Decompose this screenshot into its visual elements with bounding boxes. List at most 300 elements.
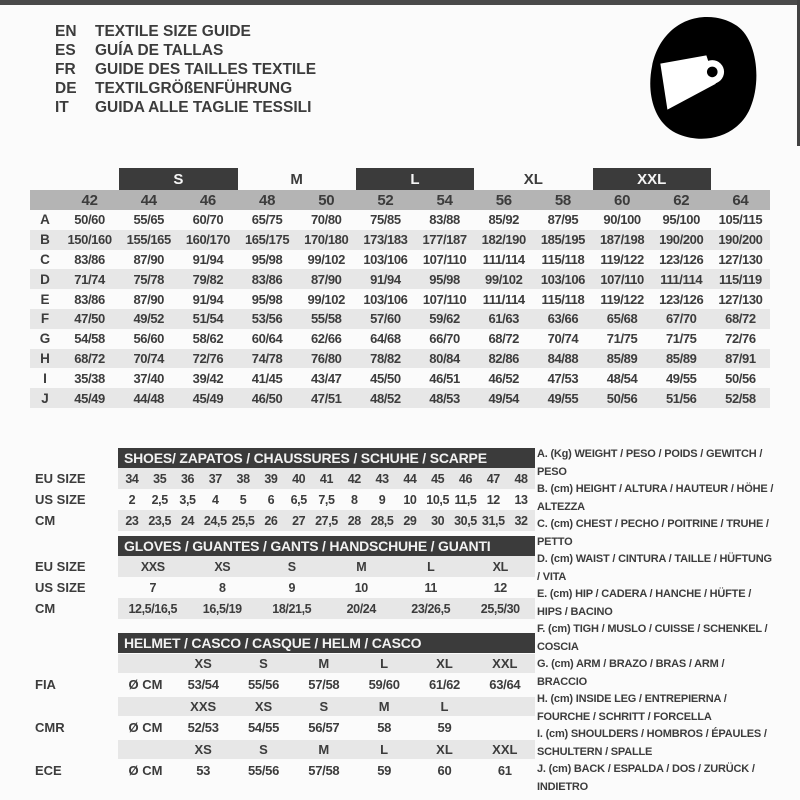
measure-value: 56/60: [133, 331, 165, 347]
size-value: XS: [214, 559, 231, 574]
helmet-value: 55/56: [247, 763, 280, 778]
row-letter: A: [40, 212, 50, 228]
measure-value: 103/106: [363, 251, 408, 267]
measure-value: 68/72: [74, 350, 105, 366]
size-value: L: [427, 559, 435, 574]
size-value: 12: [493, 580, 507, 595]
measure-value: 187/198: [599, 232, 645, 248]
size-value: 6,5: [290, 492, 307, 507]
measure-value: 45/49: [192, 390, 224, 406]
standard-label: ECE: [35, 763, 62, 778]
measure-value: 48/54: [606, 370, 638, 386]
size-value: 9: [378, 492, 386, 507]
measure-row-e: [30, 289, 770, 309]
size-column-header: 46: [199, 191, 216, 209]
size-value: 35: [153, 471, 167, 486]
size-value: 3,5: [179, 492, 196, 507]
size-number-row: [30, 190, 770, 210]
measure-value: 47/53: [547, 370, 579, 386]
size-value: 18/21,5: [272, 601, 312, 616]
size-value: S: [287, 559, 296, 574]
helmet-value: 55/56: [247, 677, 280, 692]
size-value: 45: [431, 471, 445, 486]
measure-value: 115/118: [541, 291, 585, 307]
size-value: 12,5/16,5: [128, 601, 178, 616]
helmet-size-header: XXL: [492, 742, 518, 757]
gloves-values: [118, 577, 535, 598]
size-group-xl: XL: [523, 170, 543, 188]
measure-value: 190/200: [718, 232, 763, 248]
measure-value: 123/126: [659, 291, 704, 307]
language-code: IT: [55, 99, 69, 116]
legend-item: I. (cm) SHOULDERS / HOMBROS / ÉPAULES / SCHULTERN / SPALLE: [537, 728, 767, 758]
size-group-xxl: XXL: [593, 168, 711, 190]
measure-row-a: [30, 210, 770, 230]
measure-value: 78/82: [370, 350, 401, 366]
diameter-unit: Ø CM: [128, 677, 163, 692]
size-value: 10,5: [426, 492, 450, 507]
measure-row-g: [30, 329, 770, 349]
measure-value: 61/63: [488, 311, 520, 327]
measure-value: 48/53: [429, 390, 460, 406]
helmet-value: 60: [437, 763, 452, 778]
measure-value: 160/170: [185, 232, 231, 248]
size-value: 20/24: [346, 601, 376, 616]
measure-value: 68/72: [488, 331, 520, 347]
legend-item: E. (cm) HIP / CADERA / HANCHE / HÜFTE / HIPS / BACINO: [537, 588, 752, 618]
measure-value: 46/50: [251, 390, 283, 406]
measure-value: 35/38: [74, 370, 105, 386]
measure-row-j: [30, 388, 770, 408]
helmet-size-header: L: [380, 742, 389, 757]
legend-item: G. (cm) ARM / BRAZO / BRAS / ARM / BRACCIO: [537, 658, 725, 688]
gloves-size-table: [35, 536, 535, 619]
size-group-m: M: [290, 170, 303, 188]
measure-value: 91/94: [192, 291, 224, 307]
guide-title-en: TEXTILE SIZE GUIDE: [95, 23, 251, 40]
size-value: 10: [403, 492, 417, 507]
measure-row-b: [30, 230, 770, 250]
helmet-value: 63/64: [489, 677, 521, 692]
size-value: 8: [350, 492, 358, 507]
legend-item: H. (cm) INSIDE LEG / ENTREPIERNA / FOURCHE / SCHRITT / FORCELLA: [537, 693, 727, 723]
gloves-row: [35, 598, 535, 619]
measure-value: 119/122: [600, 251, 644, 267]
measure-value: 47/51: [310, 390, 342, 406]
language-row-en: [55, 22, 316, 41]
measure-value: 59/62: [429, 311, 460, 327]
helmet-value: 61: [497, 763, 512, 778]
size-column-header: 48: [259, 191, 276, 209]
size-value: 25,5: [231, 513, 255, 528]
helmet-value: 54/55: [247, 720, 280, 735]
row-letter: I: [43, 370, 47, 386]
helmet-value-row-cmr: [35, 716, 535, 739]
measure-value: 155/165: [126, 232, 171, 248]
shoes-row: [35, 468, 535, 489]
measure-value: 95/98: [251, 251, 283, 267]
full-face-helmet-icon: [645, 16, 763, 142]
measure-value: 123/126: [659, 251, 704, 267]
measure-value: 173/183: [363, 232, 408, 248]
measure-value: 63/66: [547, 311, 579, 327]
measure-value: 45/50: [370, 370, 401, 386]
helmet-size-header: XS: [254, 699, 273, 714]
measure-value: 91/94: [192, 251, 224, 267]
helmet-sizes-row-ece: [118, 740, 535, 759]
size-column-header: 54: [436, 191, 453, 209]
measure-value: 87/90: [133, 291, 165, 307]
measure-value: 103/106: [363, 291, 408, 307]
language-code: DE: [55, 80, 77, 97]
helmet-value: 59: [437, 720, 452, 735]
language-row-fr: [55, 60, 316, 79]
measure-value: 51/54: [192, 311, 224, 327]
size-column-header: 60: [614, 191, 631, 209]
guide-title-de: TEXTILGRÖßENFÜHRUNG: [95, 80, 293, 97]
size-value: 28: [347, 513, 361, 528]
size-value: 25,5/30: [480, 601, 520, 616]
measure-value: 83/86: [251, 271, 283, 287]
measure-value: 107/110: [422, 291, 467, 307]
helmet-value: 59/60: [368, 677, 400, 692]
measure-value: 85/89: [665, 350, 697, 366]
measure-value: 99/102: [485, 271, 523, 287]
measure-value: 74/78: [251, 350, 283, 366]
measure-value: 68/72: [725, 311, 756, 327]
helmet-size-header: XS: [194, 742, 212, 757]
size-column-header: 62: [673, 191, 690, 209]
size-value: 39: [264, 471, 278, 486]
size-group-l: L: [356, 168, 474, 190]
standard-label: FIA: [35, 677, 56, 692]
language-row-it: [55, 98, 316, 117]
measure-value: 76/80: [310, 350, 342, 366]
size-value: 9: [288, 580, 296, 595]
helmet-value: 57/58: [308, 677, 340, 692]
size-value: XL: [492, 559, 508, 574]
measure-value: 53/56: [251, 311, 283, 327]
row-letter: H: [40, 350, 50, 366]
measure-value: 49/55: [665, 370, 697, 386]
diameter-unit: Ø CM: [128, 720, 163, 735]
measure-value: 103/106: [540, 271, 586, 287]
measure-value: 70/74: [547, 331, 579, 347]
helmet-value: 59: [377, 763, 392, 778]
measure-value: 95/100: [662, 212, 700, 228]
measure-value: 58/62: [192, 331, 224, 347]
measure-value: 177/187: [422, 232, 467, 248]
measure-value: 107/110: [600, 271, 644, 287]
helmet-title: HELMET / CASCO / CASQUE / HELM / CASCO: [118, 633, 535, 653]
row-label: CM: [35, 601, 56, 616]
measure-value: 119/122: [600, 291, 644, 307]
measure-value: 71/74: [74, 271, 105, 287]
helmet-size-header: XXL: [492, 656, 518, 671]
measure-value: 85/92: [488, 212, 520, 228]
size-value: 7: [149, 580, 157, 595]
measure-value: 150/160: [67, 232, 112, 248]
legend-item: A. (Kg) WEIGHT / PESO / POIDS / GEWITCH / PESO: [537, 448, 763, 478]
size-value: 36: [180, 471, 195, 486]
measure-value: 49/52: [133, 311, 165, 327]
guide-title-es: GUÍA DE TALLAS: [95, 42, 224, 59]
measure-value: 39/42: [192, 370, 224, 386]
size-value: 40: [292, 471, 306, 486]
gloves-title: GLOVES / GUANTES / GANTS / HANDSCHUHE / GUANTI: [118, 536, 535, 556]
measure-value: 54/58: [74, 331, 105, 347]
size-column-header: 50: [318, 191, 335, 209]
row-letter: C: [40, 251, 50, 267]
size-value: 16,5/19: [202, 601, 242, 616]
helmet-size-header: XL: [436, 742, 453, 757]
measure-value: 165/175: [244, 232, 290, 248]
shoes-values: [118, 510, 535, 531]
measure-value: 111/114: [660, 271, 703, 287]
size-value: 41: [319, 471, 334, 486]
guide-title-it: GUIDA ALLE TAGLIE TESSILI: [95, 99, 312, 116]
measure-value: 111/114: [482, 291, 525, 307]
measure-value: 83/88: [429, 212, 460, 228]
shoes-row: [35, 489, 535, 510]
measure-value: 95/98: [251, 291, 283, 307]
helmet-value: 58: [377, 720, 392, 735]
size-value: 26: [264, 513, 278, 528]
size-value: 23: [125, 513, 139, 528]
size-value: M: [356, 559, 367, 574]
size-value: 23/26,5: [411, 601, 451, 616]
measure-value: 55/65: [133, 212, 165, 228]
measure-value: 190/200: [659, 232, 704, 248]
measure-row-i: [30, 368, 770, 388]
size-value: 46: [458, 471, 473, 486]
helmet-value-row-fia: [35, 673, 535, 696]
helmet-size-header: M: [378, 699, 390, 714]
legend-item: D. (cm) WAIST / CINTURA / TAILLE / HÜFTUNG / VITA: [537, 553, 772, 583]
size-value: 28,5: [370, 513, 394, 528]
row-label: US SIZE: [35, 580, 86, 595]
size-value: 27,5: [315, 513, 338, 528]
shoes-values: [118, 468, 535, 489]
helmet-value: 53: [196, 763, 211, 778]
measure-value: 105/115: [718, 212, 763, 228]
measure-value: 99/102: [307, 251, 345, 267]
size-value: 13: [514, 492, 528, 507]
legend-item: F. (cm) TIGH / MUSLO / CUISSE / SCHENKEL / COSCIA: [537, 623, 768, 653]
measure-value: 84/88: [547, 350, 579, 366]
helmet-size-header: M: [318, 742, 330, 757]
helmet-size-header: L: [380, 656, 389, 671]
helmet-size-header: M: [318, 656, 330, 671]
size-value: 29: [403, 513, 417, 528]
gloves-values: [118, 598, 535, 619]
size-value: 24,5: [203, 513, 227, 528]
measure-value: 75/78: [133, 271, 165, 287]
helmet-sizes-row-cmr: [118, 697, 535, 716]
measure-value: 46/51: [429, 370, 460, 386]
measurement-legend: [537, 446, 777, 796]
size-value: 37: [208, 471, 222, 486]
measure-value: 87/90: [310, 271, 342, 287]
size-value: 6: [267, 492, 275, 507]
row-letter: G: [39, 331, 51, 347]
language-title-block: [55, 22, 316, 117]
standard-label: CMR: [35, 720, 65, 735]
measure-value: 49/55: [547, 390, 579, 406]
measure-value: 70/74: [133, 350, 165, 366]
helmet-sizes-row-fia: [118, 654, 535, 673]
guide-title-fr: GUIDE DES TAILLES TEXTILE: [95, 61, 317, 78]
measure-value: 170/180: [304, 232, 349, 248]
row-letter: J: [41, 390, 49, 406]
measure-value: 50/56: [606, 390, 638, 406]
size-value: 11,5: [454, 492, 477, 507]
helmet-value: 53/54: [187, 677, 219, 692]
measure-value: 87/90: [133, 251, 165, 267]
measure-value: 50/56: [725, 370, 756, 386]
size-value: 30: [431, 513, 445, 528]
measure-value: 71/75: [665, 331, 697, 347]
size-group-s: S: [119, 168, 237, 190]
size-column-header: 44: [140, 191, 157, 209]
language-row-de: [55, 79, 316, 98]
diameter-unit: Ø CM: [128, 763, 163, 778]
helmet-value: 61/62: [428, 677, 460, 692]
measure-value: 107/110: [422, 251, 467, 267]
helmet-value: 57/58: [308, 763, 340, 778]
legend-item: J. (cm) BACK / ESPALDA / DOS / ZURÜCK / INDIETRO: [537, 763, 755, 793]
measure-value: 83/86: [74, 251, 105, 267]
measure-row-c: [30, 250, 770, 270]
measure-row-f: [30, 309, 770, 329]
size-value: 30,5: [454, 513, 477, 528]
measure-value: 55/58: [310, 311, 342, 327]
language-code: ES: [55, 42, 76, 59]
size-value: XXS: [140, 559, 165, 574]
measure-value: 72/76: [725, 331, 756, 347]
measure-value: 45/49: [74, 390, 105, 406]
size-value: 7,5: [318, 492, 335, 507]
helmet-size-header: S: [319, 699, 329, 714]
measure-value: 48/52: [370, 390, 401, 406]
measure-value: 66/70: [429, 331, 460, 347]
measure-value: 75/85: [370, 212, 401, 228]
row-label: EU SIZE: [35, 471, 86, 486]
helmet-value: 52/53: [187, 720, 219, 735]
size-value: 11: [424, 580, 437, 595]
helmet-value-row-ece: [35, 759, 535, 782]
measure-value: 90/100: [603, 212, 641, 228]
gloves-row: [35, 556, 535, 577]
measure-value: 70/80: [310, 212, 342, 228]
size-value: 2: [128, 492, 136, 507]
top-border-line: [0, 0, 800, 5]
size-value: 2,5: [151, 492, 168, 507]
size-column-header: 52: [377, 191, 394, 209]
shoes-title: SHOES/ ZAPATOS / CHAUSSURES / SCHUHE / SCARPE: [118, 448, 535, 468]
measure-value: 111/114: [482, 251, 525, 267]
measure-value: 65/75: [251, 212, 283, 228]
language-code: EN: [55, 23, 77, 40]
size-value: 48: [514, 471, 528, 486]
size-group-row: [30, 168, 770, 190]
measure-value: 99/102: [307, 291, 345, 307]
legend-item: C. (cm) CHEST / PECHO / POITRINE / TRUHE / PETTO: [537, 518, 769, 548]
measure-value: 60/70: [192, 212, 224, 228]
helmet-size-table: [35, 633, 535, 782]
shoes-size-table: [35, 448, 535, 531]
measure-value: 80/84: [429, 350, 460, 366]
size-column-header: 42: [81, 191, 98, 209]
measure-value: 115/119: [719, 271, 762, 287]
measure-value: 62/66: [310, 331, 342, 347]
legend-item: B. (cm) HEIGHT / ALTURA / HAUTEUR / HÖHE / ALTEZZA: [537, 483, 774, 513]
helmet-size-header: XS: [194, 656, 212, 671]
gloves-row: [35, 577, 535, 598]
helmet-size-header: S: [259, 656, 268, 671]
helmet-size-header: XXS: [190, 699, 217, 714]
measure-row-d: [30, 269, 770, 289]
row-label: CM: [35, 513, 56, 528]
measure-value: 83/86: [74, 291, 105, 307]
shoes-values: [118, 489, 535, 510]
helmet-size-header: L: [440, 699, 449, 714]
size-column-header: 56: [495, 191, 512, 209]
measure-value: 127/130: [718, 291, 763, 307]
language-row-es: [55, 41, 316, 60]
row-letter: B: [40, 232, 50, 248]
size-value: 12: [486, 492, 500, 507]
measure-value: 49/54: [488, 390, 520, 406]
measure-value: 85/89: [606, 350, 638, 366]
size-value: 43: [375, 471, 389, 486]
measure-value: 95/98: [429, 271, 460, 287]
measure-value: 37/40: [133, 370, 165, 386]
size-value: 4: [212, 492, 219, 507]
measure-value: 64/68: [370, 331, 401, 347]
size-value: 38: [236, 471, 250, 486]
size-column-header: 64: [732, 191, 749, 209]
measure-value: 41/45: [251, 370, 283, 386]
helmet-size-header: S: [259, 742, 268, 757]
size-value: 27: [292, 513, 306, 528]
size-value: 31,5: [481, 513, 505, 528]
row-label: EU SIZE: [35, 559, 86, 574]
measure-value: 127/130: [718, 251, 763, 267]
language-code: FR: [55, 61, 76, 78]
size-column-header: 58: [554, 191, 571, 209]
measure-value: 52/58: [725, 390, 756, 406]
row-letter: D: [40, 271, 50, 287]
size-value: 10: [354, 580, 368, 595]
row-label: US SIZE: [35, 492, 86, 507]
measure-value: 79/82: [192, 271, 224, 287]
measure-value: 67/70: [665, 311, 697, 327]
measure-value: 51/56: [665, 390, 697, 406]
size-value: 42: [347, 471, 361, 486]
size-value: 47: [486, 471, 500, 486]
measure-value: 60/64: [251, 331, 283, 347]
measure-value: 185/195: [540, 232, 586, 248]
measure-value: 82/86: [488, 350, 520, 366]
measure-row-h: [30, 349, 770, 369]
measure-value: 65/68: [606, 311, 638, 327]
measure-value: 87/91: [725, 350, 756, 366]
measure-value: 44/48: [133, 390, 165, 406]
textile-size-table: [30, 168, 770, 408]
size-value: 5: [239, 492, 247, 507]
row-letter: E: [40, 291, 50, 307]
